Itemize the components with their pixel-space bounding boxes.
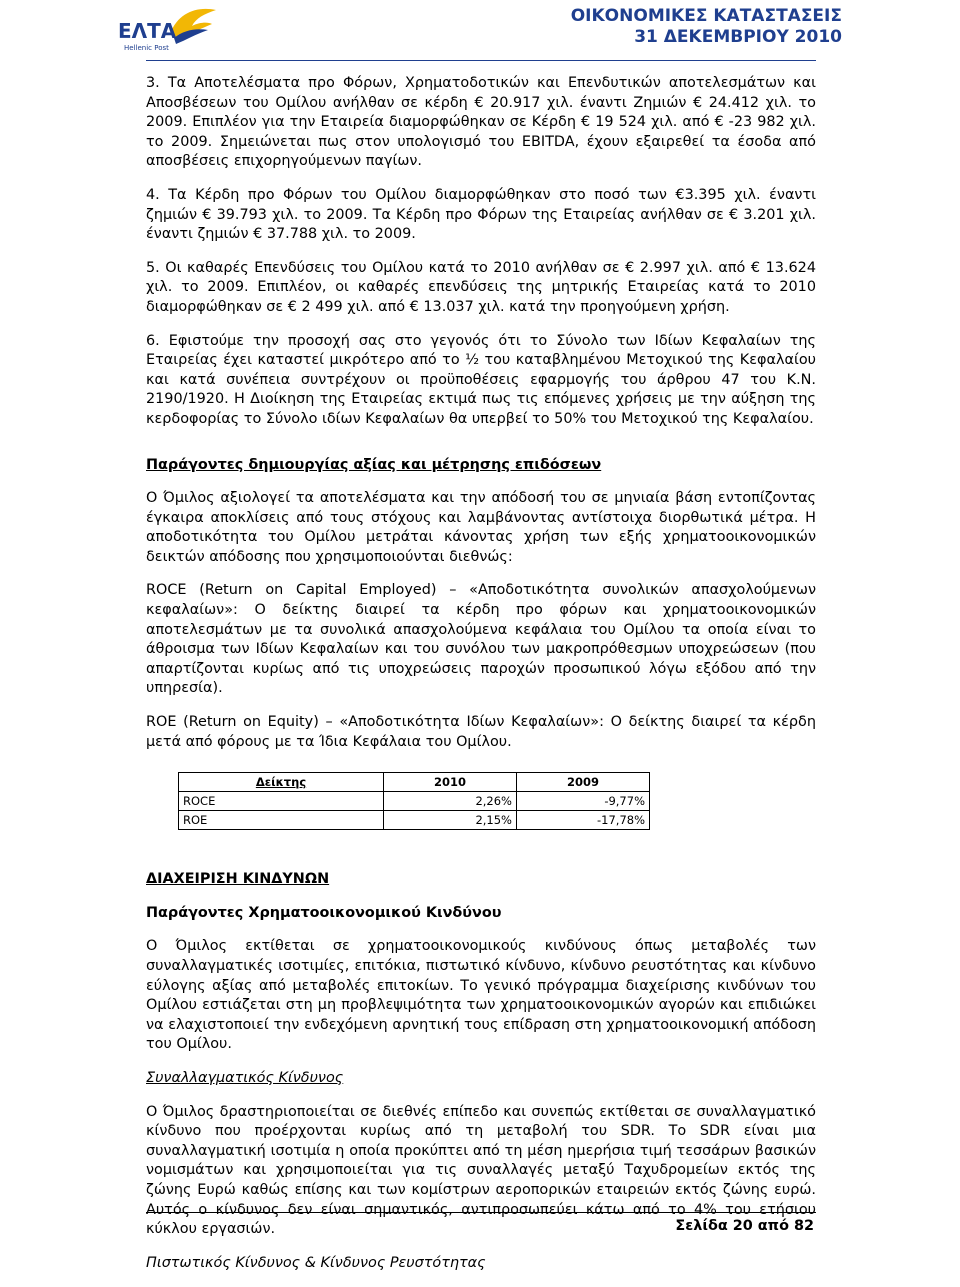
column-header-ratio: Δείκτης [179,773,384,792]
paragraph-6-equity: 6. Εφιστούμε την προσοχή σας στο γεγονός ότι το Σύνολο των Ιδίων Κεφαλαίων της Εταιρείας έχει καταστεί μικρότερο από το ½ του καταβλημένου Μετοχικού της Κεφαλαίου και κατά συνέπεια συντρέχουν οι προϋποθέσεις εφαρμογής του άρθρου 47 του Κ.Ν. 2190/1920. Η Διοίκηση της Εταιρείας εκτιμά πως τις επόμενες χρήσεις με την αύξηση της κερδοφορίας το Σύνολο ιδίων Κεφαλαίων θα υπερβεί το 50% του Μετοχικού της Κεφαλαίου. [146,332,816,427]
ratios-table [178,772,650,830]
roce-2009: -9,77% [517,792,650,811]
report-date: 31 ΔΕΚΕΜΒΡΙΟΥ 2010 [634,27,842,47]
roce-definition: ROCE (Return on Capital Employed) – «Αποδοτικότητα συνολικών απασχολούμενων κεφαλαίων»: Ο δείκτης διαιρεί τα κέρδη προ φόρων και χρηματοοικονομικών αποτελεσμάτων με τα συνολικά απασχολούμενα κεφάλαια του Ομίλου τα οποία είναι το άθροισμα των Ιδίων Κεφαλαίων και του συνόλου των μακροπρόθεσμων υποχρεώσεων (που απαρτίζονται κυρίως από τις υποχρεώσεις παροχών προσωπικού λόγω εξόδου από την υπηρεσία). [146,582,816,697]
roe-definition: ROE (Return on Equity) – «Αποδοτικότητα Ιδίων Κεφαλαίων»: Ο δείκτης διαιρεί τα κέρδη μετά από φόρους με τα Ίδια Κεφάλαια του Ομίλου. [146,714,816,750]
table-row [179,792,650,811]
header-title-block [571,6,842,48]
page-header [0,0,960,62]
page-body [146,74,816,1287]
fx-risk-heading: Συναλλαγματικός Κίνδυνος [146,1069,344,1086]
paragraph-4-pretax-profit: 4. Τα Κέρδη προ Φόρων του Ομίλου διαμορφώθηκαν στο ποσό των €3.395 χιλ. έναντι ζημιών € 39.793 χιλ. το 2009. Τα Κέρδη προ Φόρων της Εταιρείας ανήλθαν σε € 3.201 χιλ. έναντι ζημιών € 37.788 χιλ. το 2009. [146,186,816,243]
fx-risk-text: Ο Όμιλος δραστηριοποιείται σε διεθνές επίπεδο και συνεπώς εκτίθεται σε συναλλαγματικό κίνδυνο που προέρχονται κυρίως από τη μεταβολή του SDR. Το SDR είναι μια συναλλαγματική ισοτιμία η οποία προκύπτει από τη μέση ημερήσια τιμή τεσσάρων βασικών νομισμάτων και χρησιμοποιείται για τις συναλλαγές μεταξύ Ταχυδρομείων εκτός της ζώνης Ευρώ καθώς επίσης και των κομίστρων αεροπορικών εταιρειών εκτός ζώνης ευρώ. Αυτός ο κίνδυνος δεν είναι σημαντικός, αντιπροσωπεύει κάτω από το 4% του ετήσιου κύκλου εργασιών. [146,1103,816,1238]
report-title: ΟΙΚΟΝΟΜΙΚΕΣ ΚΑΤΑΣΤΑΣΕΙΣ [570,6,842,26]
value-section-heading: Παράγοντες δημιουργίας αξίας και μέτρησης επιδόσεων [146,456,602,473]
financial-risk-subheading: Παράγοντες Χρηματοοικονομικού Κινδύνου [146,904,502,921]
financial-risk-intro: Ο Όμιλος εκτίθεται σε χρηματοοικονομικούς κινδύνους όπως μεταβολές των συναλλαγματικές ισοτιμίες, επιτόκια, πιστωτικό κίνδυνο, κίνδυνο ρευστότητας και κίνδυνο εύλογης αξίας από μεταβολές επιτοκίων. Το γενικό πρόγραμμα διαχείρισης κινδύνων του Ομίλου εστιάζεται στη μη προβλεψιμότητα των χρηματοοικονομικών αγορών και επιδιώκει να ελαχιστοποιεί την ενδεχόμενη αρνητική τους επίδραση στη χρηματοοικονομική απόδοση του Ομίλου. [146,938,816,1053]
row-label-roce: ROCE [179,792,384,811]
credit-liquidity-risk-heading: Πιστωτικός Κίνδυνος & Κίνδυνος Ρευστότητας [146,1254,486,1271]
column-header-2010: 2010 [384,773,517,792]
table-header-row [179,773,650,792]
elta-logo-icon [112,4,222,56]
svg-text:Hellenic Post: Hellenic Post [124,44,169,52]
value-section-intro: Ο Όμιλος αξιολογεί τα αποτελέσματα και την απόδοσή του σε μηνιαία βάση εντοπίζοντας έγκαιρα αποκλίσεις από τους στόχους και λαμβάνοντας αντίστοιχα διορθωτικά μέτρα. Η αποδοτικότητα του Ομίλου μετράται κάνοντας χρήση των εξής χρηματοοικονομικών δεικτών απόδοσης που χρησιμοποιούνται διεθνώς: [146,490,816,565]
paragraph-5-investments: 5. Οι καθαρές Επενδύσεις του Ομίλου κατά το 2010 ανήλθαν σε € 2.997 χιλ. από € 13.624 χιλ. το 2009. Επιπλέον, οι καθαρές επενδύσεις της μητρικής Εταιρείας κατά το 2010 διαμορφώθηκαν σε € 2 499 χιλ. από € 13.037 χιλ. κατά την προηγούμενη χρήση. [146,259,816,315]
row-label-roe: ROE [179,811,384,830]
header-divider [146,60,816,61]
table-row [179,811,650,830]
risk-management-heading: ΔΙΑΧΕΙΡΙΣΗ ΚΙΝΔΥΝΩΝ [146,871,330,888]
page-number: Σελίδα 20 από 82 [675,1218,814,1234]
elta-logo [112,4,222,56]
footer-divider [146,1212,816,1213]
svg-text:ΕΛΤΑ: ΕΛΤΑ [118,19,177,43]
roe-2009: -17,78% [517,811,650,830]
paragraph-3-ebitda: 3. Τα Αποτελέσματα προ Φόρων, Χρηματοδοτικών και Επενδυτικών αποτελεσμάτων και Αποσβέσεων του Ομίλου ανήλθαν σε κέρδη € 20.917 χιλ. έναντι Ζημιών € 24.412 χιλ. το 2009. Επιπλέον για την Εταιρεία διαμορφώθηκαν σε Κέρδη € 19 524 χιλ. από € -23 982 χιλ. το 2009. Σημειώνεται πως στον υπολογισμό του EBITDA, έχουν εξαιρεθεί τα έσοδα από αποσβέσεις επιχορηγούμενων παγίων. [146,75,816,170]
roe-2010: 2,15% [384,811,517,830]
roce-2010: 2,26% [384,792,517,811]
column-header-2009: 2009 [517,773,650,792]
